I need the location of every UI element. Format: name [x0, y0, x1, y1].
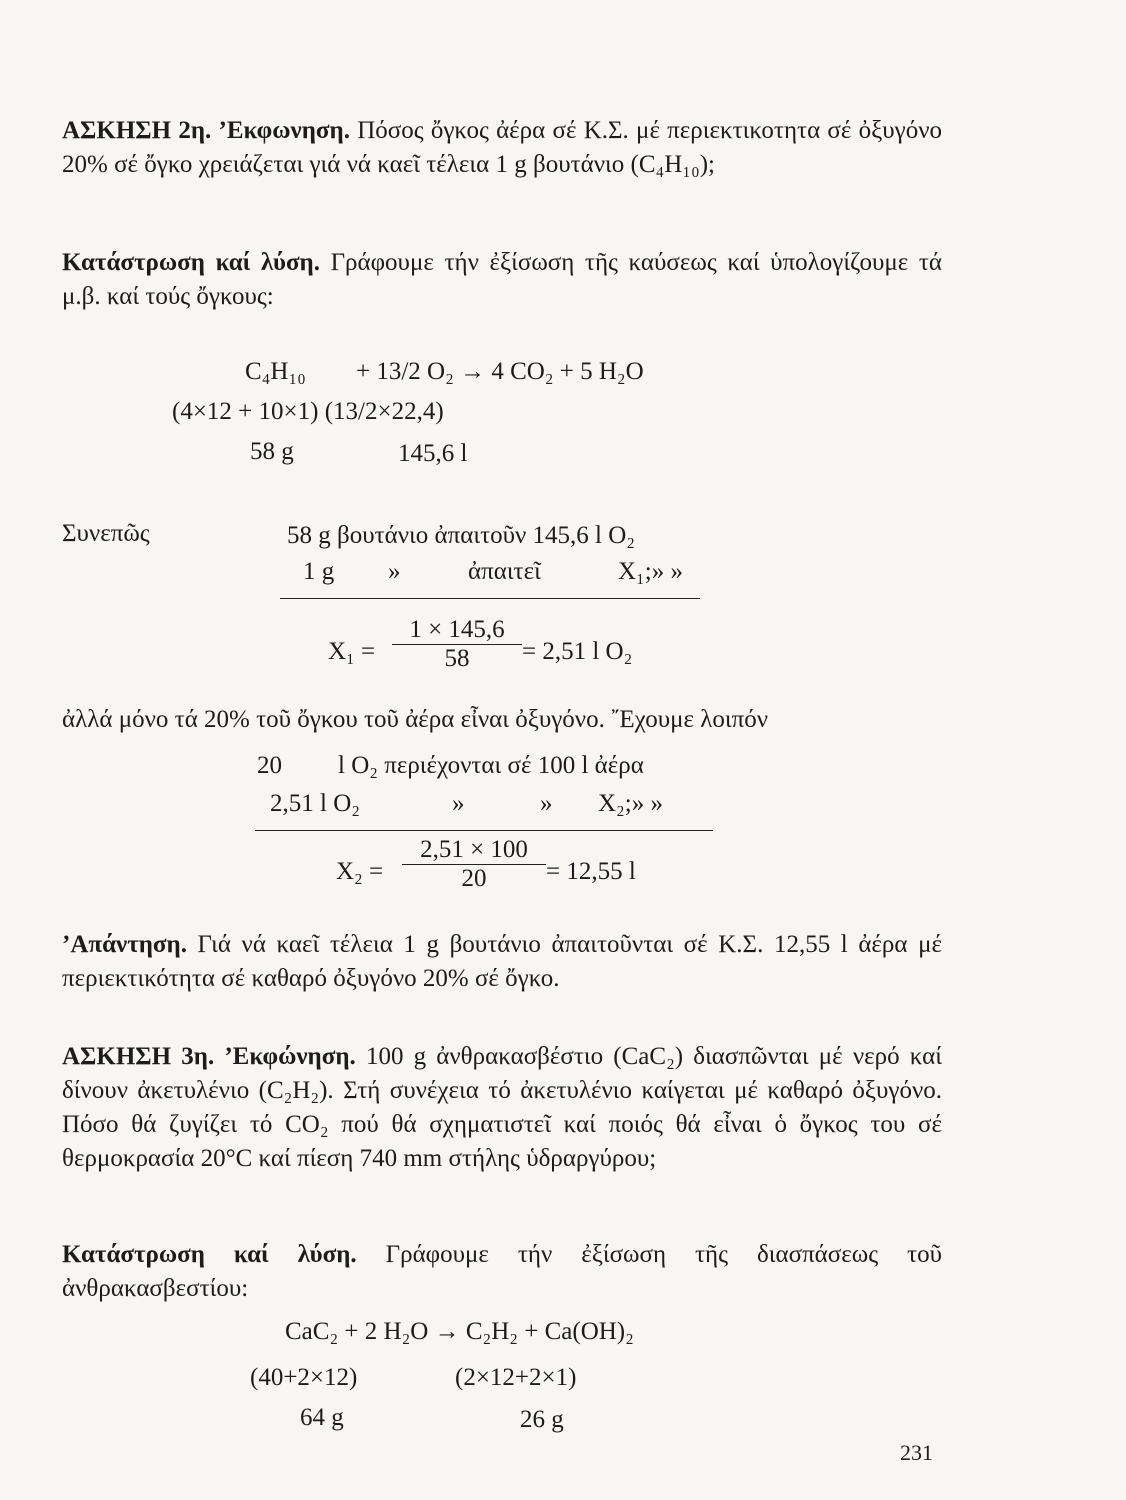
therefore-label: Συνεπῶς	[62, 520, 150, 547]
exercise-3-setup-heading: Κατάστρωση καί λύση.	[62, 1241, 357, 1268]
calc-1-result: = 2,51 l O₂	[522, 638, 633, 665]
setup-heading: Κατάστρωση καί λύση.	[62, 249, 320, 276]
calc-2-numerator: 2,51 × 100	[402, 836, 546, 865]
exercise-2-setup	[62, 246, 942, 314]
calc-2-denominator: 20	[461, 865, 487, 892]
equation-reactant: C₄H₁₀	[245, 358, 306, 385]
proportion-1-line-1: 58 g βουτάνιο ἀπαιτοῦν 145,6 l O₂	[287, 522, 636, 549]
proportion-1-line-2-a: 1 g	[303, 558, 335, 585]
exercise-3-equation: CaC₂ + 2 H₂O → C₂H₂ + Ca(OH)₂	[285, 1318, 634, 1345]
calc-1-lhs: X₁ =	[328, 638, 376, 665]
proportion-2-rule	[255, 830, 713, 831]
calc-1-numerator: 1 × 145,6	[392, 616, 522, 645]
page-number: 231	[900, 1440, 933, 1465]
setup-text: Γράφουμε τήν ἐξίσωση τῆς καύσεως καί ὑπολογίζουμε τά μ.β. καί τούς ὄγκους:	[62, 249, 942, 310]
exercise-3-heading: ΑΣΚΗΣΗ 3η. ’Εκφώνηση.	[62, 1043, 356, 1070]
proportion-1-rule	[280, 598, 700, 599]
proportion-1-line-2-d: X₁;» »	[618, 558, 683, 585]
equation-mass-value: 58 g	[250, 438, 294, 465]
equation-volume-value: 145,6 l	[398, 440, 468, 467]
proportion-1-line-2-b: »	[388, 558, 401, 585]
exercise-3-mass-value-2: 26 g	[520, 1406, 564, 1433]
exercise-3-setup	[62, 1238, 942, 1306]
exercise-3-prompt: 100 g ἀνθρακασβέστιο (CaC₂) διασπῶνται μέ νερό καί δίνουν ἀκετυλένιο (C₂H₂). Στή συνέχεια τό ἀκετυλένιο καίγεται μέ καθαρό ὀξυγόνο. Πόσο θά ζυγίζει τό CO₂ πού θά σχηματιστεῖ καί ποιός θά εἶναι ὁ ὄγκος του σέ θερμοκρασία 20°C καί πίεση 740 mm στήλης ὑδραργύρου;	[62, 1043, 942, 1172]
answer-heading: ’Απάντηση.	[62, 931, 187, 958]
exercise-3-mass-expression-2: (2×12+2×1)	[455, 1364, 577, 1391]
exercise-2-statement	[62, 114, 942, 182]
equation-rest: + 13/2 O₂ → 4 CO₂ + 5 H₂O	[356, 358, 644, 385]
air-text: ἀλλά μόνο τά 20% τοῦ ὄγκου τοῦ ἀέρα εἶναι ὀξυγόνο. ῎Εχουμε λοιπόν	[62, 706, 769, 733]
exercise-2-answer	[62, 928, 942, 996]
answer-text: Γιά νά καεῖ τέλεια 1 g βουτάνιο ἀπαιτοῦνται σέ Κ.Σ. 12,55 l ἀέρα μέ περιεκτικότητα σέ καθαρό ὀξυγόνο 20% σέ ὄγκο.	[62, 931, 942, 992]
exercise-2-prompt: Πόσος ὄγκος ἀέρα σέ Κ.Σ. μέ περιεκτικοτητα σέ ὀξυγόνο 20% σέ ὄγκο χρειάζεται γιά νά καεῖ τέλεια 1 g βουτάνιο (C₄H₁₀);	[62, 117, 942, 178]
equation-mass-expression: (4×12 + 10×1) (13/2×22,4)	[172, 398, 444, 425]
proportion-2-line-2-a: 2,51 l O₂	[270, 790, 360, 817]
proportion-2-line-1-b: l O₂ περιέχονται σέ 100 l ἀέρα	[338, 752, 644, 779]
proportion-2-line-1-a: 20	[257, 752, 282, 779]
exercise-3-setup-text: Γράφουμε τήν ἐξίσωση τῆς διασπάσεως τοῦ ἀνθρακασβεστίου:	[62, 1241, 942, 1302]
calc-1-fraction	[392, 616, 522, 673]
exercise-3-mass-expression-1: (40+2×12)	[250, 1364, 358, 1391]
calc-1-denominator: 58	[444, 645, 470, 672]
proportion-1-line-2-c: ἀπαιτεῖ	[468, 558, 541, 585]
exercise-2-heading: ΑΣΚΗΣΗ 2η. ’Εκφωνηση.	[62, 117, 350, 144]
calc-2-result: = 12,55 l	[546, 858, 636, 885]
proportion-2-line-2-d: X₂;» »	[598, 790, 663, 817]
exercise-3-mass-value-1: 64 g	[300, 1404, 344, 1431]
calc-2-fraction	[402, 836, 546, 893]
proportion-2-line-2-c: »	[540, 790, 553, 817]
exercise-3-statement	[62, 1040, 942, 1176]
proportion-2-line-2-b: »	[452, 790, 465, 817]
calc-2-lhs: X₂ =	[336, 858, 384, 885]
